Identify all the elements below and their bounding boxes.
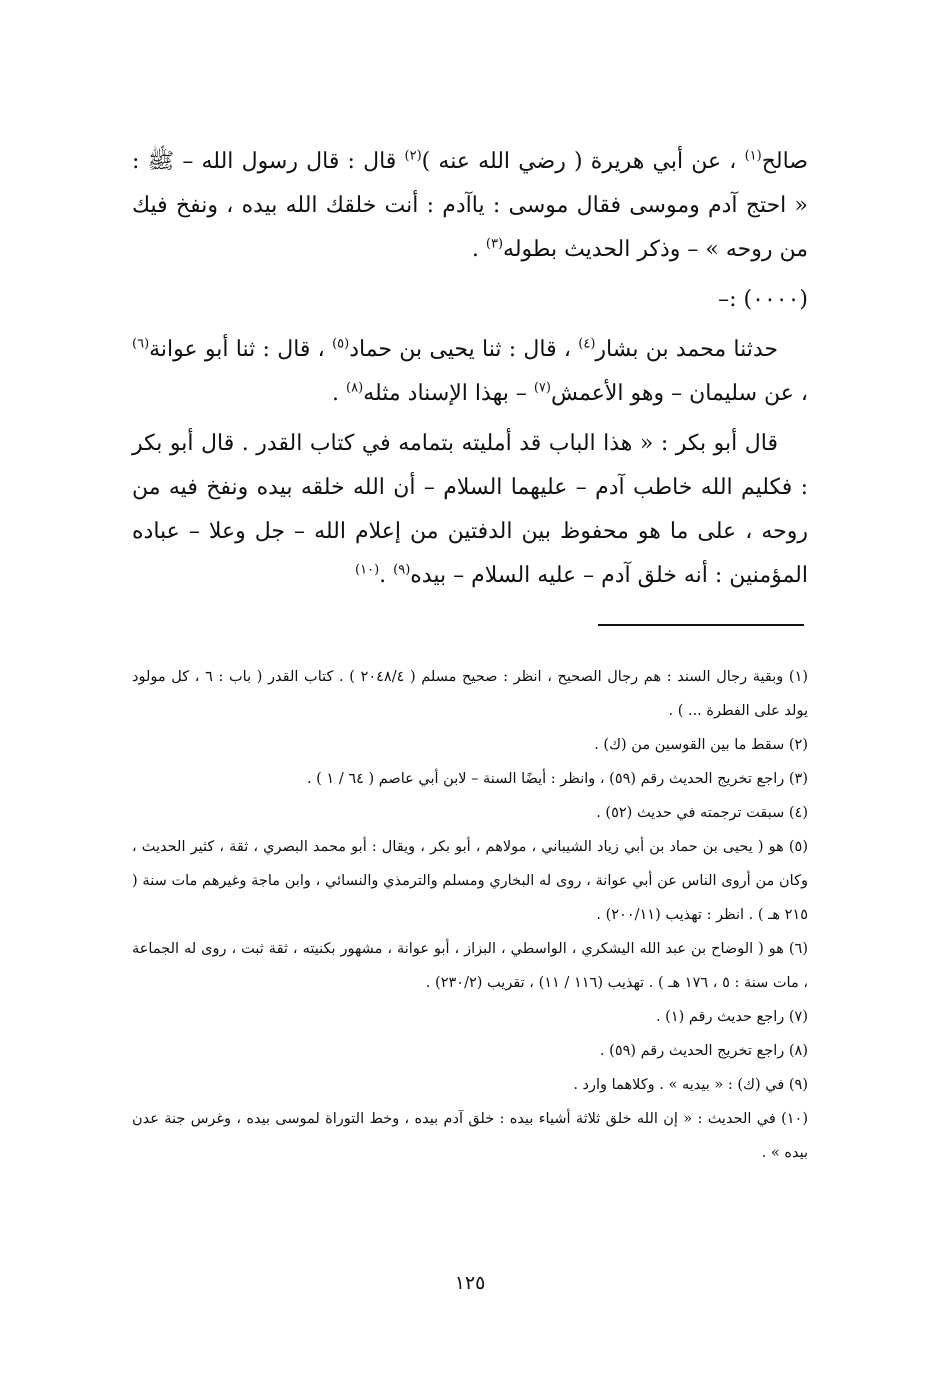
paragraph-1 [132, 140, 808, 272]
footnote-separator [598, 624, 804, 626]
text-run: قال : قال رسول الله – ﷺ : « احتج آدم وموسى فقال موسى : ياآدم : أنت خلقك الله بيده ، ونفخ فيك من روحه » – وذكر الحديث بطوله [132, 149, 808, 262]
footnote-ref: (٧) [533, 380, 551, 396]
footnote: (٣) راجع تخريج الحديث رقم (٥٩) ، وانظر : أيضًا السنة – لابن أبي عاصم ( ٦٤ / ١ ) . [306, 771, 808, 787]
footnote: (٩) في (ك) : « بيديه » . وكلاهما وارد . [573, 1077, 808, 1093]
footnote: (٧) راجع حديث رقم (١) . [655, 1009, 808, 1025]
paragraph-3 [132, 422, 808, 598]
text-run: قال أبو بكر : « هذا الباب قد أمليته بتمامه في كتاب القدر . قال أبو بكر : فكليم الله خاطب آدم – عليهما السلام – أن الله خلقه بيده ونفخ فيه من روحه ، على ما هو محفوظ بين الدفتين من إعلام الله – جل وعلا – عباده المؤمنين : أنه خلق آدم – عليه السلام – بيده [132, 431, 808, 588]
page-number: ١٢٥ [454, 1272, 486, 1294]
footnote-ref: (٢) [404, 148, 422, 164]
footnote: (١٠) في الحديث : « إن الله خلق ثلاثة أشياء بيده : خلق آدم بيده ، وخط التوراة لموسى بيده ، وغرس جنة عدن بيده » . [132, 1111, 808, 1161]
footnotes [132, 660, 808, 1170]
footnote-ref: (٥) [332, 336, 350, 352]
footnote-ref: (١) [744, 148, 762, 164]
footnote-ref: (٤) [578, 336, 596, 352]
footnote: (٢) سقط ما بين القوسين من (ك) . [594, 737, 808, 753]
footnote-ref: (٦) [132, 336, 150, 352]
paragraph-2 [132, 328, 808, 416]
footnote-ref: (١٠) [355, 562, 380, 578]
footnote: (٤) سبقت ترجمته في حديث (٥٢) . [596, 805, 808, 821]
footnote: (٥) هو ( يحيى بن حماد بن أبي زياد الشيباني ، مولاهم ، أبو بكر ، ويقال : أبو محمد البصري ، ثقة ، كثير الحديث ، وكان من أروى الناس عن أبي عوانة ، روى له البخاري ومسلم والترمذي والنسائي ، وابن ماجة وغيرهم مات سنة ( ٢١٥ هـ ) . انظر : تهذيب (٢٠٠/١١) . [132, 839, 808, 923]
main-text [132, 140, 808, 604]
text-run: . [332, 381, 347, 406]
footnote: (٨) راجع تخريج الحديث رقم (٥٩) . [599, 1043, 808, 1059]
footnote-ref: (٩) [393, 562, 411, 578]
text-run: – بهذا الإسناد مثله [363, 381, 534, 406]
text-run: ، قال : ثنا يحيى بن حماد [349, 337, 579, 362]
text-run: صالح [761, 149, 808, 174]
hadith-number: (٠٠٠٠) :– [718, 287, 808, 312]
footnote-ref: (٨) [346, 380, 364, 396]
text-run: . [379, 563, 394, 588]
footnote: (١) وبقية رجال السند : هم رجال الصحيح ، انظر : صحيح مسلم ( ٢٠٤٨/٤ ) . كتاب القدر ( باب : ٦ ، كل مولود يولد على الفطرة ... ) . [132, 669, 809, 719]
text-run: ، عن أبي هريرة ( رضي الله عنه ) [421, 149, 745, 174]
footnote-ref: (٣) [485, 236, 504, 252]
text-run: ، عن سليمان – وهو الأعمش [550, 381, 808, 406]
text-run: . [471, 237, 486, 262]
footnote: (٦) هو ( الوضاح بن عبد الله اليشكري ، الواسطي ، البزاز ، أبو عوانة ، مشهور بكنيته ، ثقة ثبت ، روى له الجماعة ، مات سنة : ٥ ، ١٧٦ هـ ) . تهذيب (١١٦ / ١١) ، تقريب (٢٣٠/٢) . [132, 941, 808, 991]
text-run: حدثنا محمد بن بشار [595, 337, 779, 362]
text-run: ، قال : ثنا أبو عوانة [149, 337, 333, 362]
